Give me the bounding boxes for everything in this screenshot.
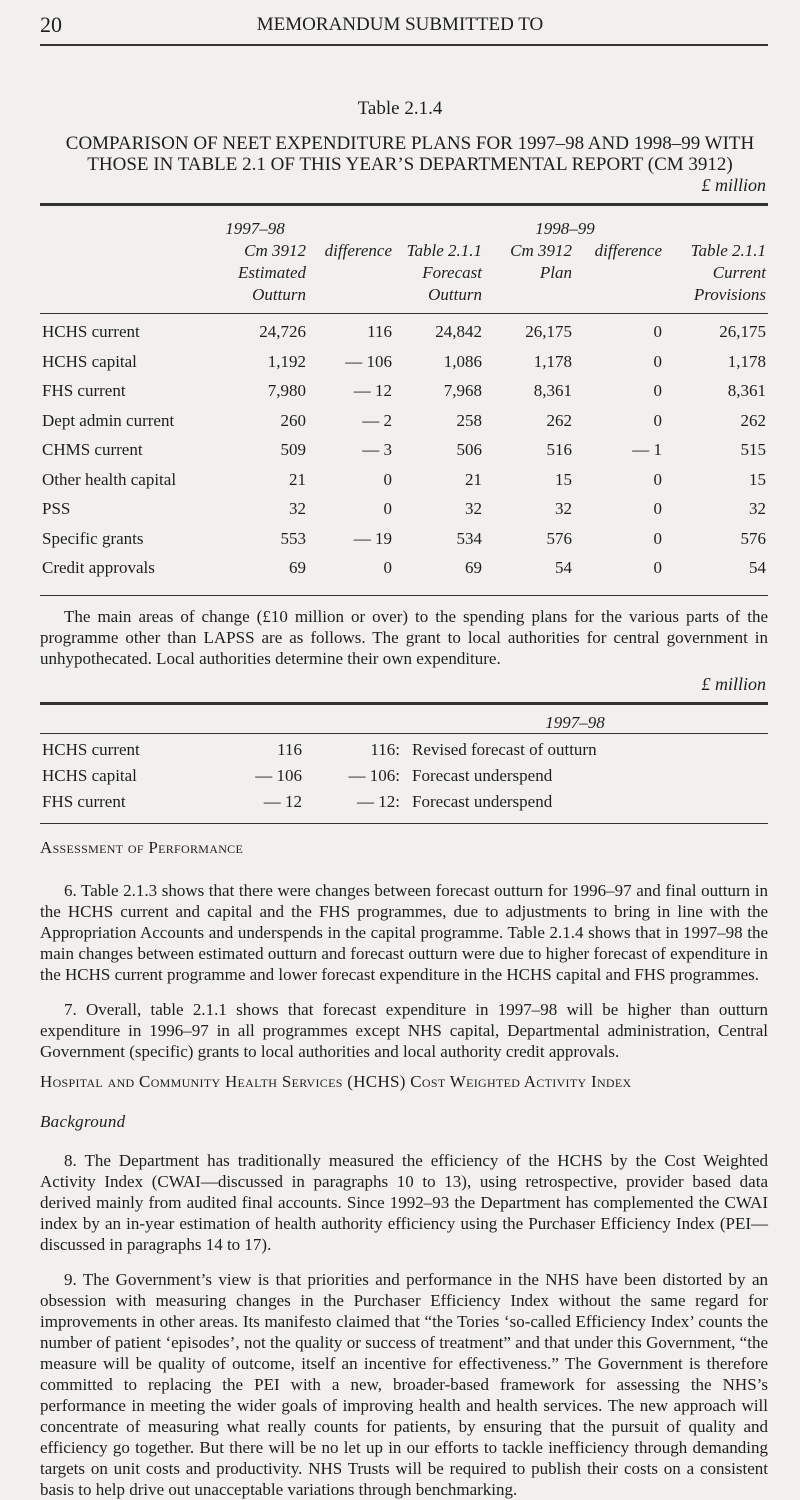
table-cell: 1,192 [267,351,306,371]
table2-header-rule [40,733,768,734]
row-label: Specific grants [42,528,144,548]
table-cell: 262 [740,410,766,430]
table-cell: 69 [465,558,482,577]
year-header-1998: 1998–99 [535,219,595,238]
col-header-5: difference [594,241,662,260]
table-cell: 1,178 [727,351,766,371]
table-cell: 24,842 [435,322,482,341]
table-cell: 576 [546,528,572,548]
table-cell: 26,175 [525,322,572,341]
row-ref: 116: [370,740,400,759]
table-cell: 32 [749,499,766,518]
subheading-background: Background [40,1112,126,1131]
row-value: — 106 [255,766,302,785]
table-cell: 116 [367,322,392,341]
table-cell: 576 [740,528,766,548]
row-label: HCHS current [42,322,140,341]
table-row [0,381,800,410]
table2-row [0,766,800,792]
table-row [0,322,800,351]
header-rule [40,44,768,46]
table-cell: 1,086 [443,351,482,371]
table-cell: 8,361 [727,381,766,400]
table-cell: 1,178 [533,351,572,371]
table-cell: 7,980 [267,381,306,400]
table2-row [0,792,800,818]
table2-bottom-rule [40,823,768,824]
table-cell: 54 [749,558,766,577]
assessment-paragraphs [40,880,768,1062]
table-cell: — 2 [362,410,392,430]
table-cell: 21 [465,469,482,489]
table-cell: 0 [653,351,662,371]
table-cell: 0 [653,558,662,577]
table-cell: 7,968 [443,381,482,400]
row-label: HCHS current [42,740,140,759]
paragraph-7: 7. Overall, table 2.1.1 shows that forecast expenditure in 1997–98 will be higher than outturn expenditure in 1996–97 in all programmes except NHS capital, Departmental administration, Central Government (specific) grants to local authorities and local authority credit approvals. [40,1000,768,1061]
table-cell: 21 [289,469,306,489]
table-cell: 24,726 [259,322,306,341]
table-title: COMPARISON OF NEET EXPENDITURE PLANS FOR 1997–98 AND 1998–99 WITH THOSE IN TABLE 2.1 OF THIS YEAR’S DEPARTMENTAL REPORT (CM 3912) [65,133,755,175]
table-top-rule [40,203,768,206]
row-label: HCHS capital [42,766,137,785]
table-cell: 0 [383,558,392,577]
row-ref: — 12: [357,792,400,811]
table-cell: 26,175 [719,322,766,341]
table-cell: 32 [465,499,482,518]
section-heading-hchs: Hospital and Community Health Services (HCHS) Cost Weighted Activity Index [40,1072,632,1091]
table2-year: 1997–98 [545,713,605,732]
table-cell: 534 [456,528,482,548]
table2-body [0,740,800,820]
col-header-6: Table 2.1.1 Current Provisions [690,241,766,304]
col-header-3: Table 2.1.1 Forecast Outturn [406,241,482,304]
row-label: Other health capital [42,469,177,489]
table-cell: 262 [546,410,572,430]
table-row [0,470,800,499]
page-number: 20 [40,12,62,37]
table-bottom-rule [40,595,768,596]
table-cell: — 3 [362,440,392,459]
row-label: FHS current [42,792,126,811]
table-body [0,322,800,592]
col-header-1: Cm 3912 Estimated Outturn [238,241,306,304]
section-heading-assessment: Assessment of Performance [40,838,244,857]
table-row [0,558,800,587]
table-row [0,529,800,558]
table-cell: — 1 [632,440,662,459]
year-header-1997: 1997–98 [225,219,285,238]
row-label: PSS [42,499,71,518]
table-cell: 509 [280,440,306,459]
table-label: Table 2.1.4 [357,98,443,119]
row-note: Forecast underspend [412,766,553,785]
col-header-4: Cm 3912 Plan [510,241,572,282]
table-cell: 32 [555,499,572,518]
table-cell: 0 [653,410,662,430]
table-cell: 54 [555,558,572,577]
intro-paragraph: The main areas of change (£10 million or over) to the spending plans for the various parts of the programme other than LAPSS are as follows. The grant to local authorities for central government in unhypothecated. Local authorities determine their own expenditure. [40,607,768,668]
row-note: Forecast underspend [412,792,553,811]
table-header-rule [40,313,768,314]
col-header-2: difference [324,241,392,260]
row-ref: — 106: [348,766,400,785]
table-cell: 0 [383,469,392,489]
table-cell: 0 [653,381,662,400]
table-row [0,440,800,469]
table-cell: 0 [653,528,662,548]
table-cell: 69 [289,558,306,577]
row-value: — 12 [263,792,302,811]
table-row [0,411,800,440]
table-cell: 8,361 [533,381,572,400]
table-cell: 0 [653,322,662,341]
running-head: MEMORANDUM SUBMITTED TO [256,14,544,35]
paragraph-6: 6. Table 2.1.3 shows that there were changes between forecast outturn for 1996–97 and final outturn in the HCHS current and capital and the FHS programmes, due to adjustments to bring in line with the Appropriation Accounts and underspends in the capital programme. Table 2.1.4 shows that in 1997–98 the main changes between estimated outturn and forecast outturn were due to higher forecast of expenditure in the HCHS current programme and lower forecast expenditure in the HCHS capital and FHS programmes. [40,881,768,984]
table-cell: 258 [456,410,482,430]
table-cell: — 19 [353,528,392,548]
table-row [0,499,800,528]
paragraph-8: 8. The Department has traditionally measured the efficiency of the HCHS by the Cost Weighted Activity Index (CWAI—discussed in paragraphs 10 to 13), using retrospective, provider based data derived mainly from audited final accounts. Since 1992–93 the Department has complemented the CWAI index by an in-year estimation of health authority efficiency using the Purchaser Efficiency Index (PEI—discussed in paragraphs 14 to 17). [40,1151,768,1254]
row-label: HCHS capital [42,351,137,371]
table-cell: 553 [280,528,306,548]
table-cell: 15 [555,469,572,489]
table2-top-rule [40,702,768,705]
table2-unit: £ million [701,674,766,694]
table-cell: 260 [280,410,306,430]
table-cell: — 12 [353,381,392,400]
table-cell: 32 [289,499,306,518]
table-cell: 506 [456,440,482,459]
table-cell: 0 [653,499,662,518]
paragraph-9: 9. The Government’s view is that priorities and performance in the NHS have been distorted by an obsession with measuring changes in the Purchaser Efficiency Index without the same regard for improvements in other areas. Its manifesto claimed that “the Tories ‘so-called Efficiency Index’ counts the number of patient ‘episodes’, not the quality or success of treatment” and that under this Government, “the measure will be quality of outcome, itself an incentive for effectiveness.” The Government is therefore committed to replacing the PEI with a new, broader-based framework for assessing the NHS’s performance in meeting the wider goals of improving health and health services. The new approach will concentrate of measuring what really counts for patients, by ensuring that the pursuit of quality and efficiency go together. But there will be no let up in our efforts to tackle inefficiency through demanding targets on unit costs and productivity. NHS Trusts will be required to publish their costs on a consistent basis to help drive out unacceptable variations through benchmarking. [40,1270,768,1499]
background-paragraphs [40,1150,768,1500]
row-note: Revised forecast of outturn [412,740,597,759]
row-label: Credit approvals [42,558,155,577]
row-label: Dept admin current [42,410,175,430]
table2-row [0,740,800,766]
table-row [0,352,800,381]
table-cell: 515 [740,440,766,459]
table-cell: 516 [546,440,572,459]
table-unit: £ million [701,175,766,195]
row-label: FHS current [42,381,126,400]
row-value: 116 [277,740,302,759]
row-label: CHMS current [42,440,143,459]
table-cell: — 106 [345,351,392,371]
table-cell: 15 [749,469,766,489]
table-cell: 0 [653,469,662,489]
table-cell: 0 [383,499,392,518]
